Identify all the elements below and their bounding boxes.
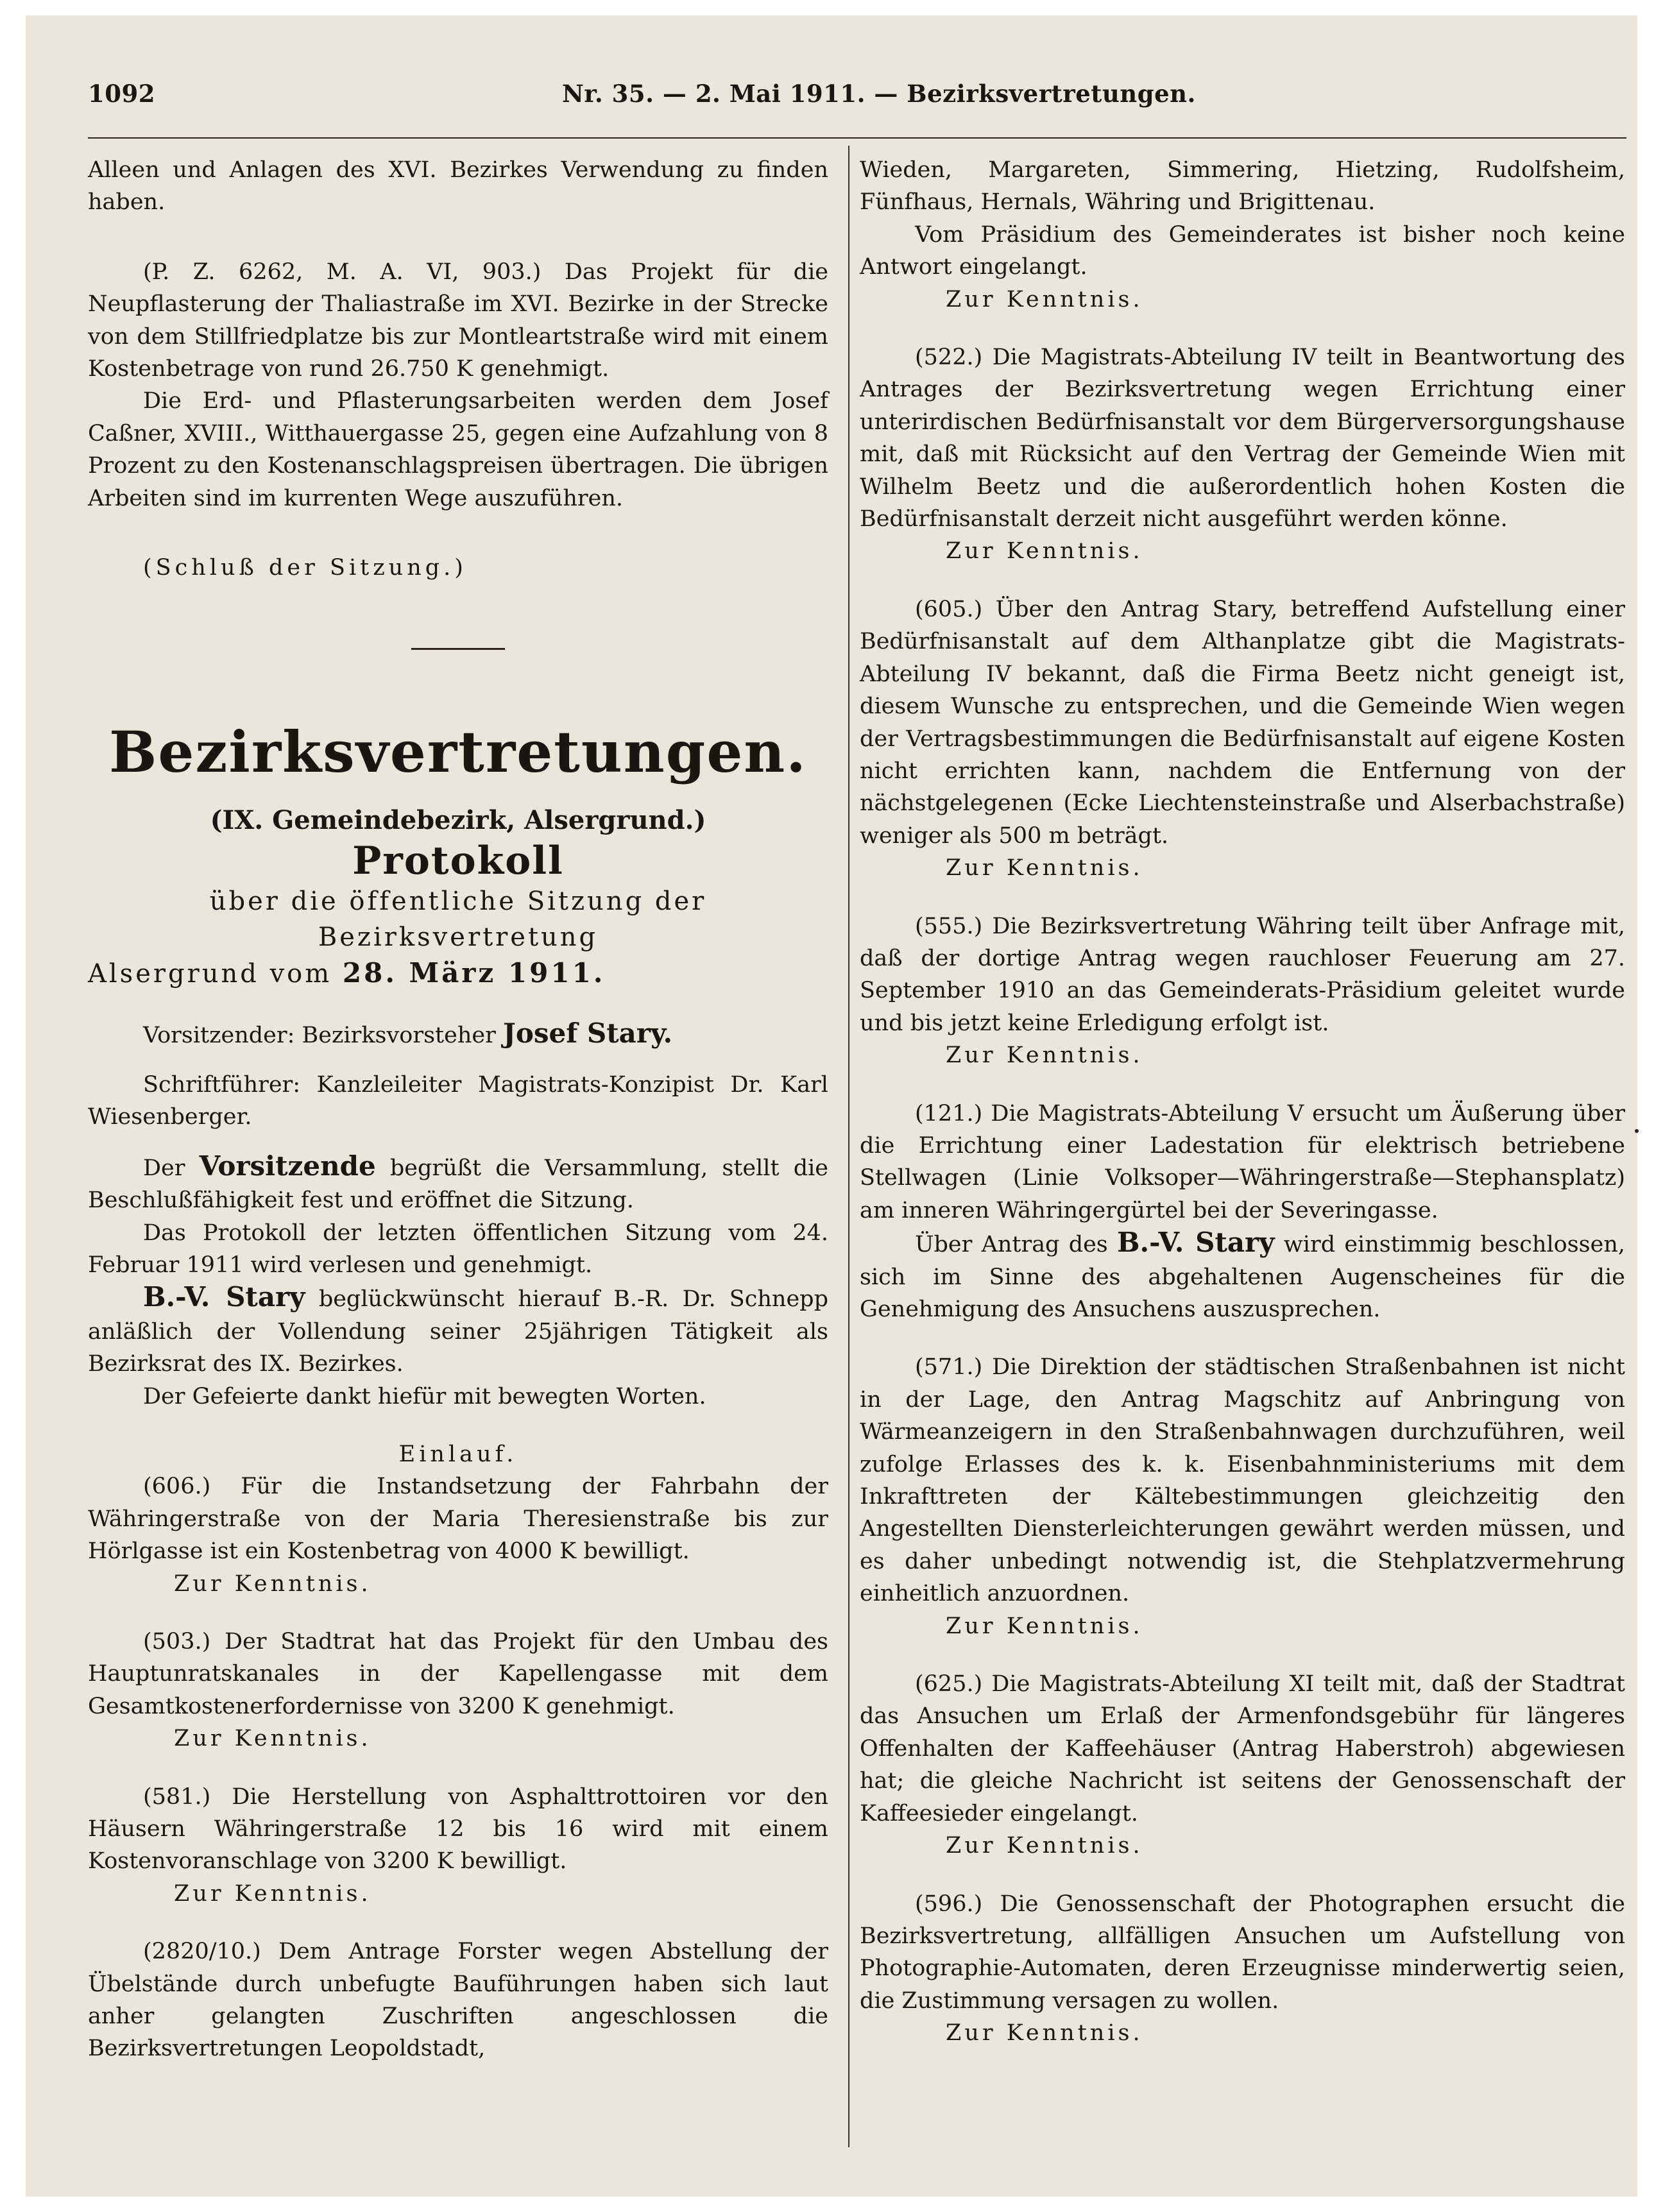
zur-kenntnis: Zur Kenntnis. — [946, 1613, 1143, 1639]
zur-kenntnis: Zur Kenntnis. — [946, 1042, 1143, 1069]
agenda-item: (606.) Für die Instandsetzung der Fahrbahn der Währingerstraße von der Maria Theresienstraße bis zur Hörlgasse ist ein Kostenbetrag von 4000 K bewilligt. — [88, 1474, 828, 1565]
congrats-paragraph: B.-V. Stary beglückwünscht hierauf B.-R. Dr. Schnepp anläßlich der Vollendung seiner 25jährigen Tätigkeit als Bezirksrat des IX. Bezirkes. — [88, 1281, 828, 1377]
paragraph: Vom Präsidium des Gemeinderates ist bisher noch keine Antwort eingelangt. — [860, 221, 1625, 280]
agenda-item: (596.) Die Genossenschaft der Photographen ersucht die Bezirksvertretung, allfälligen Ansuchen um Aufstellung von Photographie-Automaten, deren Erzeugnisse minderwertig seien, die Zustimmung versagen zu wollen. — [860, 1891, 1625, 2014]
zur-kenntnis: Zur Kenntnis. — [946, 2020, 1143, 2046]
paragraph: Die Erd- und Pflasterungsarbeiten werden dem Josef Caßner, XVIII., Witthauergasse 25, gegen eine Aufzahlung von 8 Prozent zu den Kostenanschlagspreisen übertragen. Die übrigen Arbeiten sind im kurrenten Wege auszuführen. — [88, 388, 828, 511]
greeting-paragraph: Der Vorsitzende begrüßt die Versammlung, stellt die Beschlußfähigkeit fest und eröffnet die Sitzung. — [88, 1150, 828, 1214]
page-number: 1092 — [88, 80, 155, 108]
agenda-item: (581.) Die Herstellung von Asphalttrottoiren vor den Häusern Währingerstraße 12 bis 16 wird mit einem Kostenvoranschlage von 3200 K bewilligt. — [88, 1783, 828, 1875]
paragraph: Das Protokoll der letzten öffentlichen Sitzung vom 24. Februar 1911 wird verlesen und genehmigt. — [88, 1220, 828, 1278]
district-line: (IX. Gemeindebezirk, Alsergrund.) — [210, 805, 706, 836]
agenda-item: (605.) Über den Antrag Stary, betreffend Aufstellung einer Bedürfnisanstalt auf dem Althanplatze gibt die Magistrats-Abteilung IV bekannt, daß die Firma Beetz nicht geneigt ist, diesem Wunsche zu entsprechen, und die Gemeinde Wien wegen der Vertragsbestimmungen die Bedürfnisanstalt auf eigene Kosten nicht errichten kann, nachdem die Entfernung von der nächstgelegenen (Ecke Liechtensteinstraße und Alserbachstraße) weniger als 500 m beträgt. — [860, 596, 1625, 849]
zur-kenntnis: Zur Kenntnis. — [946, 855, 1143, 881]
agenda-item: (571.) Die Direktion der städtischen Straßenbahnen ist nicht in der Lage, den Antrag Magschitz auf Anbringung von Wärmeanzeigern in den Straßenbahnwagen durchzuführen, weil zufolge Erlasses des k. k. Eisenbahnministeriums mit dem Inkrafttreten der Kältebestimmungen gleichzeitig den Angestellten Diensterleichterungen gewährt werden müssen, und es daher unbedingt notwendig ist, die Stehplatzvermehrung einheitlich anzuordnen. — [860, 1354, 1625, 1607]
agenda-item: (503.) Der Stadtrat hat das Projekt für den Umbau des Hauptunratskanales in der Kapellengasse mit dem Gesamtkostenerfordernisse von 3200 K genehmigt. — [88, 1628, 828, 1719]
column-divider — [848, 146, 849, 2147]
chair-name: Josef Stary. — [502, 1017, 673, 1050]
session-date: 28. März 1911. — [342, 957, 606, 989]
session-end: (Schluß der Sitzung.) — [143, 555, 467, 581]
left-column — [88, 154, 828, 2065]
speaker-name: B.-V. Stary — [143, 1281, 305, 1313]
speaker-name: B.-V. Stary — [1117, 1227, 1275, 1259]
zur-kenntnis: Zur Kenntnis. — [174, 1570, 371, 1597]
agenda-item: (121.) Die Magistrats-Abteilung V ersucht um Äußerung über die Errichtung einer Ladestation für elektrisch betriebene Stellwagen (Linie Volksoper—Währingerstraße—Stephansplatz) am inneren Währingergürtel bei der Severingasse. — [860, 1100, 1625, 1223]
section-title: Bezirksvertretungen. — [109, 719, 807, 786]
chair-line: Vorsitzender: Bezirksvorsteher Josef Stary. — [143, 1017, 673, 1050]
secretary-line: Schriftführer: Kanzleileiter Magistrats-Konzipist Dr. Karl Wiesenberger. — [88, 1071, 828, 1130]
paragraph: Wieden, Margareten, Simmering, Hietzing, Rudolfsheim, Fünfhaus, Hernals, Währing und Brigittenau. — [860, 157, 1625, 216]
paragraph: Alleen und Anlagen des XVI. Bezirkes Verwendung zu finden haben. — [88, 157, 828, 216]
zur-kenntnis: Zur Kenntnis. — [946, 286, 1143, 312]
right-column — [860, 154, 1625, 2050]
protokoll-title: Protokoll — [352, 838, 564, 884]
paragraph: Der Gefeierte dankt hiefür mit bewegten Worten. — [143, 1383, 706, 1409]
zur-kenntnis: Zur Kenntnis. — [174, 1880, 371, 1907]
zur-kenntnis: Zur Kenntnis. — [946, 1833, 1143, 1859]
agenda-item: (2820/10.) Dem Antrage Forster wegen Abstellung der Übelstände durch unbefugte Bauführungen haben sich laut anher gelangten Zuschriften angeschlossen die Bezirksvertretungen Leopoldstadt, — [88, 1939, 828, 2062]
paragraph: (P. Z. 6262, M. A. VI, 903.) Das Projekt für die Neupflasterung der Thaliastraße im XVI. Bezirke in der Strecke von dem Stillfriedplatze bis zur Montleartstraße wird mit einem Kostenbetrage von rund 26.750 K genehmigt. — [88, 259, 828, 382]
agenda-item: (625.) Die Magistrats-Abteilung XI teilt mit, daß der Stadtrat das Ansuchen um Erlaß der Armenfondsgebühr für längeres Offenhalten der Kaffeehäuser (Antrag Haberstroh) abgewiesen hat; die gleiche Nachricht ist seitens der Genossenschaft der Kaffeesieder eingelangt. — [860, 1671, 1625, 1826]
agenda-item: (555.) Die Bezirksvertretung Währing teilt über Anfrage mit, daß der dortige Antrag wegen rauchloser Feuerung am 27. September 1910 an das Gemeinderats-Präsidium geleitet wurde und bis jetzt keine Erledigung erfolgt ist. — [860, 913, 1625, 1036]
session-line: über die öffentliche Sitzung der Bezirksvertretung — [209, 887, 707, 953]
session-line: Alsergrund vom 28. März 1911. — [88, 957, 606, 989]
agenda-item: (522.) Die Magistrats-Abteilung IV teilt in Beantwortung des Antrages der Bezirksvertretung wegen Errichtung einer unterirdischen Bedürfnisanstalt vor dem Bürgerversorgungshause mit, daß mit Rücksicht auf den Vertrag der Gemeinde Wien mit Wilhelm Beetz und die außerordentlich hohen Kosten die Bedürfnisanstalt derzeit nicht ausgeführt werden könne. — [860, 345, 1625, 532]
issue-line: Nr. 35. — 2. Mai 1911. — Bezirksvertretungen. — [562, 80, 1196, 108]
zur-kenntnis: Zur Kenntnis. — [174, 1726, 371, 1752]
print-speck — [1635, 1129, 1639, 1133]
speaker-name: Vorsitzende — [199, 1150, 376, 1182]
header-rule — [88, 137, 1626, 139]
subheading-einlauf: Einlauf. — [398, 1441, 518, 1467]
zur-kenntnis: Zur Kenntnis. — [946, 538, 1143, 565]
newspaper-page — [26, 15, 1637, 2197]
decision-paragraph: Über Antrag des B.-V. Stary wird einstimmig beschlossen, sich im Sinne des abgehaltenen Augenscheines für die Genehmigung des Ansuchens auszusprechen. — [860, 1227, 1626, 1322]
